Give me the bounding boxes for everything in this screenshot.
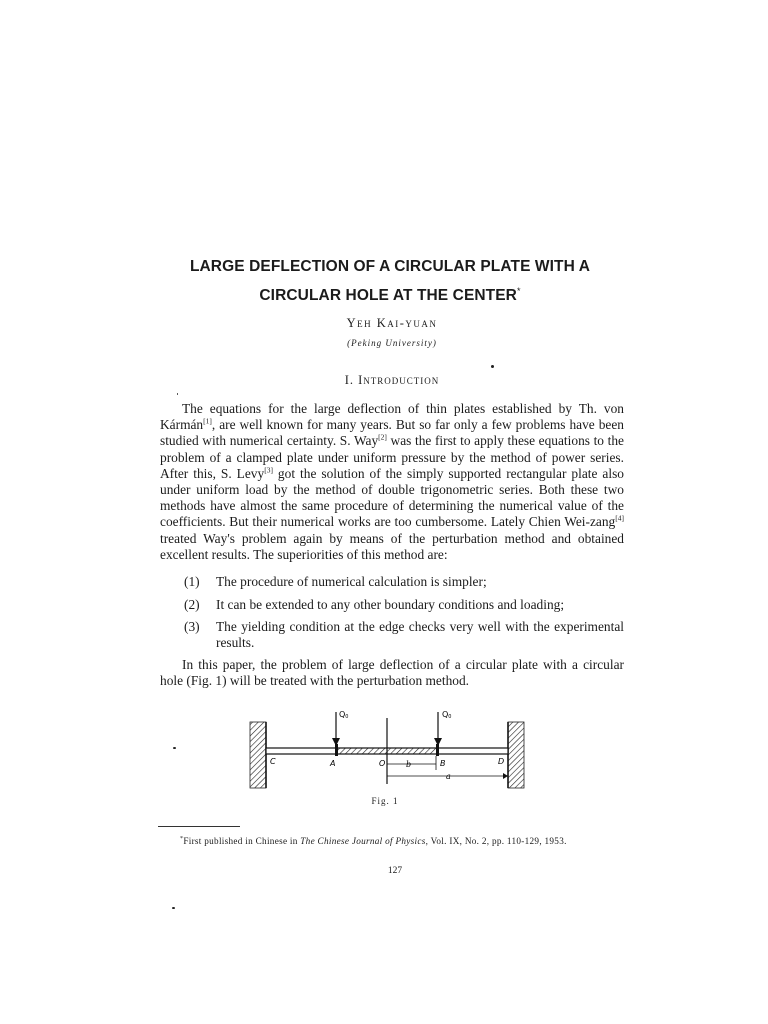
- label-point-O: O: [379, 759, 386, 768]
- footnote-rule: [158, 826, 240, 827]
- title-line-2-text: CIRCULAR HOLE AT THE CENTER: [259, 287, 517, 305]
- p1-text-e: treated Way's problem again by means of the perturbation method and obtained excellent results. The superiorities of this method are:: [160, 530, 624, 562]
- title-footnote-marker: *: [516, 286, 521, 296]
- p2-text: In this paper, the problem of large deflection of a circular plate with a circular hole (Fig. 1) will be treated with the perturbation method.: [160, 657, 624, 689]
- intro-paragraph-2: [160, 657, 624, 689]
- p1-text-b: , are well known for many years. But so far only a few problems have been studied with numerical certainty. S. Way: [160, 417, 624, 449]
- load-arrowhead-left: [332, 738, 340, 746]
- list-item-text: The yielding condition at the edge checks very well with the experimental results.: [216, 619, 624, 650]
- p1-text-c: was the first to apply these equations to the problem of a clamped plate under uniform pressure by the method of power series. After this, S. Levy: [160, 433, 624, 481]
- right-wall: [508, 722, 524, 788]
- label-Q-right: Q0: [442, 710, 452, 720]
- load-arrowhead-right: [434, 738, 442, 746]
- scan-speck: [173, 747, 176, 749]
- section-heading: I. Introduction: [344, 373, 440, 387]
- p1-text-a: The equations for the large deflection of thin plates established by Th. von Kármán: [160, 401, 624, 433]
- citation-1: [1]: [203, 416, 212, 426]
- list-item-text: The procedure of numerical calculation is simpler;: [216, 574, 487, 589]
- footnote-marker: *: [180, 836, 184, 842]
- author-name: Yeh Kai-yuan: [346, 316, 438, 330]
- page-number: 127: [387, 866, 403, 876]
- title-line-2: [120, 279, 660, 308]
- label-point-B: B: [440, 759, 446, 768]
- list-item: [184, 574, 624, 590]
- ring-edge-right: [436, 744, 439, 756]
- list-item-text: It can be extended to any other boundary conditions and loading;: [216, 597, 565, 612]
- citation-4: [4]: [615, 513, 624, 523]
- citation-2: [2]: [378, 432, 387, 442]
- list-item-number: (1): [184, 574, 200, 589]
- list-item: [184, 619, 624, 651]
- p1-text-d: got the solution of the simply supported rectangular plate also under uniform load by the method of double trigonometric series. Both these two methods have almost the same procedure of determining the numerical value of the coefficients. But their numerical works are too cumbersome. Lately Chien Wei-zang: [160, 465, 624, 530]
- scan-speck: [177, 393, 178, 395]
- scan-speck: [491, 365, 494, 368]
- label-Q-left: Q0: [339, 710, 349, 720]
- footnote: [180, 836, 640, 846]
- list-item-number: (2): [184, 597, 200, 612]
- figure-caption: Fig. 1: [371, 796, 399, 806]
- left-wall: [250, 722, 266, 788]
- figure-1-diagram: [242, 704, 532, 794]
- footnote-journal: The Chinese Journal of Physics: [300, 836, 426, 847]
- label-dim-b: b: [406, 760, 412, 769]
- scan-speck: [172, 907, 175, 909]
- label-point-C: C: [270, 757, 276, 766]
- intro-paragraph-1: [160, 401, 624, 563]
- ring-edge-left: [335, 744, 338, 756]
- label-dim-a: a: [446, 772, 451, 781]
- title-line-1: LARGE DEFLECTION OF A CIRCULAR PLATE WITH A: [189, 258, 591, 275]
- list-item-number: (3): [184, 619, 200, 634]
- footnote-tail: , Vol. IX, No. 2, pp. 110-129, 1953.: [425, 836, 567, 847]
- author-affiliation: (Peking University): [347, 338, 437, 348]
- label-point-D: D: [498, 757, 505, 766]
- label-point-A: A: [330, 759, 336, 768]
- footnote-lead: First published in Chinese in: [183, 836, 301, 847]
- citation-3: [3]: [264, 465, 273, 475]
- paper-title: [120, 254, 660, 308]
- list-item: [184, 597, 624, 613]
